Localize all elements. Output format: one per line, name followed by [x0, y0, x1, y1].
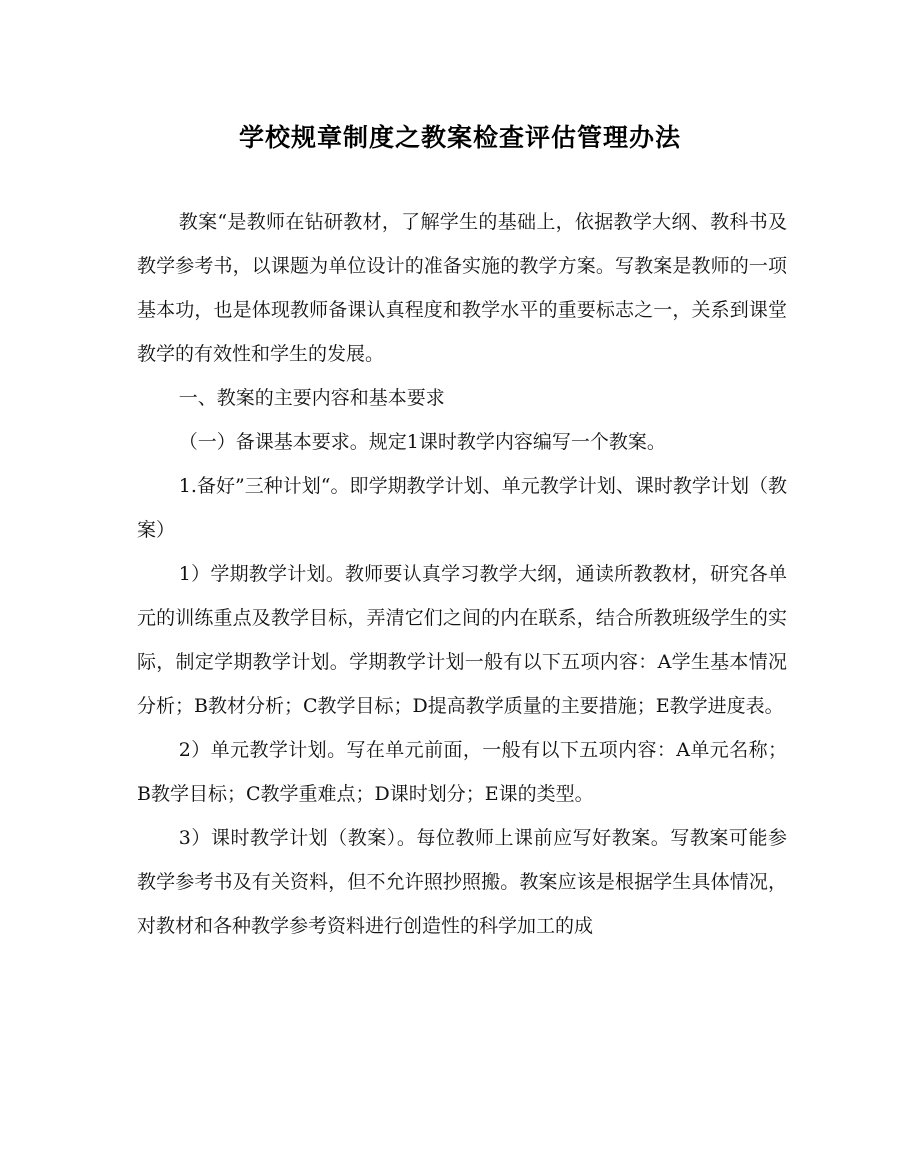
section-heading-1: 一、教案的主要内容和基本要求	[178, 387, 445, 409]
document-body	[137, 200, 787, 948]
paragraph-semester-plan: 1）学期教学计划。教师要认真学习教学大纲，通读所教教材，研究各单元的训练重点及教学目标，弄清它们之间的内在联系，结合所教班级学生的实际，制定学期教学计划。学期教学计划一般有以下五项内容：A学生基本情况分析；B教材分析；C教学目标；D提高教学质量的主要措施；E教学进度表。	[137, 563, 787, 717]
paragraph-unit-plan: 2）单元教学计划。写在单元前面，一般有以下五项内容：A单元名称；B教学目标；C教学重难点；D课时划分；E课的类型。	[137, 739, 787, 805]
subsection-heading-1: （一）备课基本要求。规定1课时教学内容编写一个教案。	[178, 431, 666, 453]
paragraph-intro: 教案“是教师在钻研教材，了解学生的基础上，依据教学大纲、教科书及教学参考书，以课题为单位设计的准备实施的教学方案。写教案是教师的一项基本功，也是体现教师备课认真程度和教学水平的重要标志之一，关系到课堂教学的有效性和学生的发展。	[137, 211, 787, 365]
paragraph-lesson-plan: 3）课时教学计划（教案）。每位教师上课前应写好教案。写教案可能参教学参考书及有关资料，但不允许照抄照搬。教案应该是根据学生具体情况，对教材和各种教学参考资料进行创造性的科学加工的成	[137, 827, 787, 937]
paragraph-three-plans: 1.备好”三种计划“。即学期教学计划、单元教学计划、课时教学计划（教案）	[137, 475, 787, 541]
document-title: 学校规章制度之教案检查评估管理办法	[238, 123, 681, 152]
